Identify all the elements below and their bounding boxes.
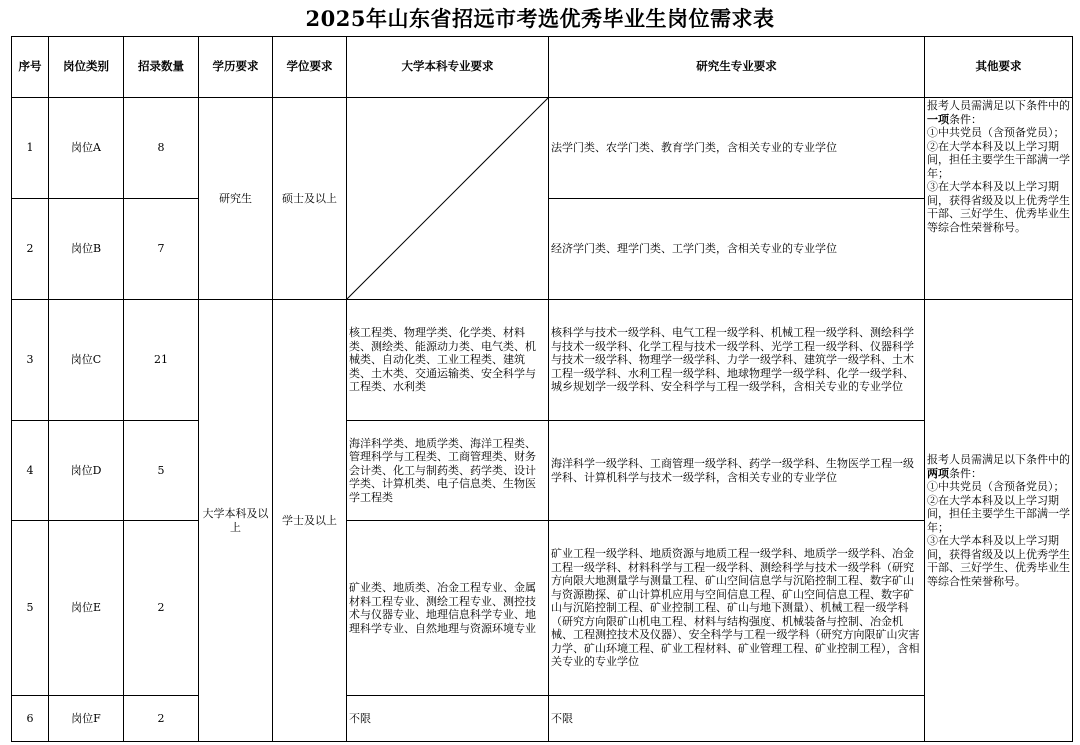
other-item: ②在大学本科及以上学习期间，担任主要学生干部满一学年； — [927, 139, 1070, 180]
row-number: 4 — [12, 421, 49, 521]
row-number: 2 — [12, 199, 49, 300]
header-cell: 岗位类别 — [49, 37, 124, 98]
education-requirement: 研究生 — [199, 98, 273, 300]
grad-major-requirement: 法学门类、农学门类、教育学门类，含相关专业的专业学位 — [549, 98, 925, 199]
recruit-count: 2 — [124, 696, 199, 742]
undergrad-not-applicable — [347, 98, 549, 300]
table-row — [12, 300, 1073, 421]
other-item: ②在大学本科及以上学习期间，担任主要学生干部满一学年； — [927, 493, 1070, 534]
other-item: ③在大学本科及以上学习期间，获得省级及以上优秀学生干部、三好学生、优秀毕业生等综合性荣誉称号。 — [927, 180, 1070, 234]
undergrad-major-requirement: 矿业类、地质类、冶金工程专业、金属材料工程专业、测绘工程专业、测控技术与仪器专业、地理信息科学专业、地理科学专业、自然地理与资源环境专业 — [347, 521, 549, 696]
degree-requirement: 学士及以上 — [273, 300, 347, 742]
row-number: 6 — [12, 696, 49, 742]
other-emphasis: 两项 — [927, 466, 949, 480]
position-category: 岗位B — [49, 199, 124, 300]
header-cell: 大学本科专业要求 — [347, 37, 549, 98]
grad-major-requirement: 核科学与技术一级学科、电气工程一级学科、机械工程一级学科、测绘科学与技术一级学科、化学工程与技术一级学科、光学工程一级学科、仪器科学与技术一级学科、物理学一级学科、力学一级学科、建筑学一级学科、土木工程一级学科、水利工程一级学科、地球物理学一级学科、化学一级学科、城乡规划学一级学科、安全科学与工程一级学科，含相关专业的专业学位 — [549, 300, 925, 421]
other-requirements — [925, 300, 1073, 742]
education-requirement: 大学本科及以上 — [199, 300, 273, 742]
other-intro-end: 条件： — [949, 466, 982, 480]
undergrad-major-requirement: 不限 — [347, 696, 549, 742]
table-row — [12, 421, 1073, 521]
undergrad-major-requirement: 海洋科学类、地质学类、海洋工程类、管理科学与工程类、工商管理类、财务会计类、化工与制药类、药学类、设计学类、计算机类、电子信息类、生物医学工程类 — [347, 421, 549, 521]
degree-requirement: 硕士及以上 — [273, 98, 347, 300]
header-cell: 研究生专业要求 — [549, 37, 925, 98]
header-cell: 学历要求 — [199, 37, 273, 98]
position-category: 岗位C — [49, 300, 124, 421]
table-row — [12, 98, 1073, 199]
recruit-count: 7 — [124, 199, 199, 300]
other-item: ③在大学本科及以上学习期间，获得省级及以上优秀学生干部、三好学生、优秀毕业生等综合性荣誉称号。 — [927, 534, 1070, 588]
grad-major-requirement: 经济学门类、理学门类、工学门类，含相关专业的专业学位 — [549, 199, 925, 300]
other-intro-end: 条件： — [949, 112, 982, 126]
table-row — [12, 521, 1073, 696]
position-category: 岗位F — [49, 696, 124, 742]
page-title: 2025年山东省招远市考选优秀毕业生岗位需求表 — [305, 6, 775, 31]
recruit-count: 5 — [124, 421, 199, 521]
other-requirements — [925, 98, 1073, 300]
other-item: ①中共党员（含预备党员）； — [927, 126, 1065, 139]
grad-major-requirement: 海洋科学一级学科、工商管理一级学科、药学一级学科、生物医学工程一级学科、计算机科学与技术一级学科，含相关专业的专业学位 — [549, 421, 925, 521]
position-category: 岗位D — [49, 421, 124, 521]
table-row — [12, 696, 1073, 742]
header-row — [12, 37, 1073, 98]
position-category: 岗位E — [49, 521, 124, 696]
position-table — [11, 36, 1073, 742]
diagonal-line-icon — [347, 98, 548, 299]
row-number: 5 — [12, 521, 49, 696]
other-intro: 报考人员需满足以下条件中的 — [927, 99, 1070, 112]
other-item: ①中共党员（含预备党员）； — [927, 480, 1065, 493]
header-cell: 序号 — [12, 37, 49, 98]
other-emphasis: 一项 — [927, 112, 949, 126]
header-cell: 招录数量 — [124, 37, 199, 98]
recruit-count: 8 — [124, 98, 199, 199]
grad-major-requirement: 矿业工程一级学科、地质资源与地质工程一级学科、地质学一级学科、冶金工程一级学科、材料科学与工程一级学科、测绘科学与技术一级学科（研究方向限大地测量学与测量工程、矿山空间信息学与沉陷控制工程、数字矿山与资源勘探、矿山计算机应用与空间信息工程、矿山空间信息工程、数字矿山与沉陷控制工程、矿业控制工程、矿山与地下测量）、机械工程一级学科（研究方向限矿山机电工程、材料与结构强度、机械装备与控制、冶金机械、工程测控技术及仪器）、安全科学与工程一级学科（研究方向限矿山灾害力学、矿山环境工程、矿业工程材料、矿业管理工程、矿业控制工程），含相关专业的专业学位 — [549, 521, 925, 696]
recruit-count: 21 — [124, 300, 199, 421]
grad-major-requirement: 不限 — [549, 696, 925, 742]
undergrad-major-requirement: 核工程类、物理学类、化学类、材料类、测绘类、能源动力类、电气类、机械类、自动化类、工业工程类、建筑类、土木类、交通运输类、安全科学与工程类、水利类 — [347, 300, 549, 421]
header-cell: 其他要求 — [925, 37, 1073, 98]
other-intro: 报考人员需满足以下条件中的 — [927, 453, 1070, 466]
row-number: 1 — [12, 98, 49, 199]
recruit-count: 2 — [124, 521, 199, 696]
position-category: 岗位A — [49, 98, 124, 199]
row-number: 3 — [12, 300, 49, 421]
header-cell: 学位要求 — [273, 37, 347, 98]
